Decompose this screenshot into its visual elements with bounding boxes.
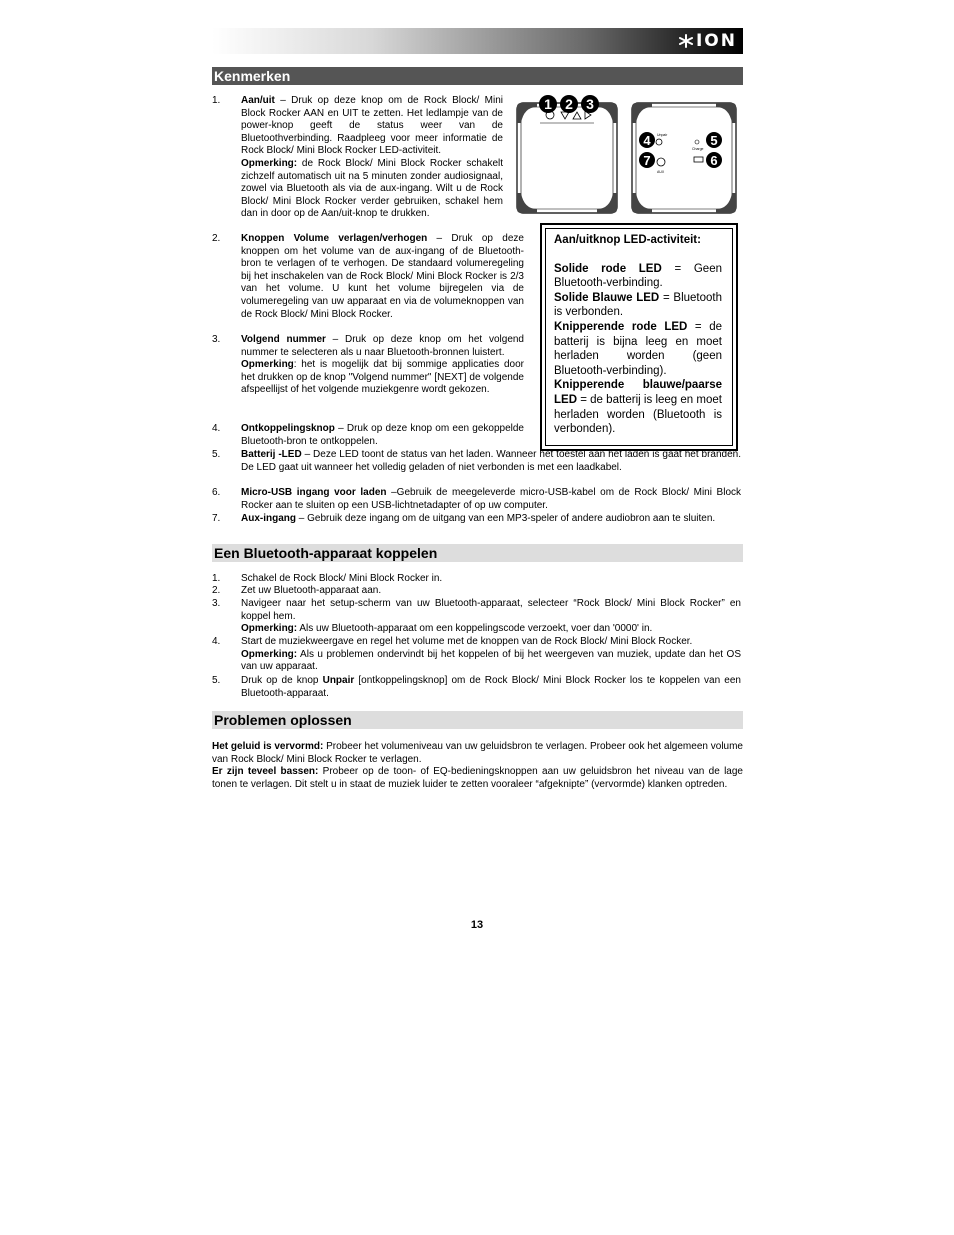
svg-text:6: 6 [710, 153, 718, 168]
svg-text:7: 7 [643, 153, 651, 168]
section-title: Een Bluetooth-apparaat koppelen [214, 545, 438, 561]
note-label: Opmerking: [241, 623, 298, 635]
note-label: Opmerking: [241, 648, 298, 660]
svg-text:Charge: Charge [692, 147, 704, 151]
svg-text:5: 5 [710, 133, 718, 148]
troubleshoot-bass: Er zijn teveel bassen: Probeer op de toon- of EQ-bedieningsknoppen aan uw geluidsbron het niveau van de lage tonen te verlagen. Dit stelt u in staat de muziek luider te zetten vooraleer “afgeknipte” (vervormde) klanken optreden. [212, 766, 743, 790]
troubleshoot-text [212, 741, 743, 791]
callout-2 [560, 95, 578, 113]
led-activity-box [540, 223, 738, 451]
svg-text:AUX: AUX [657, 170, 665, 174]
svg-text:1: 1 [544, 96, 552, 112]
svg-text:4: 4 [643, 133, 651, 148]
callout-1 [539, 95, 557, 113]
page-number: 13 [470, 919, 484, 931]
led-box-title: Aan/uitknop LED-activiteit: [554, 234, 701, 246]
callout-4 [639, 132, 655, 148]
callout-3 [581, 95, 599, 113]
led-solid-blue: Solide Blauwe LED = Bluetooth is verbonden. [554, 291, 722, 319]
section-title: Kenmerken [214, 68, 291, 84]
svg-text:Unpair: Unpair [657, 133, 668, 137]
ion-logo [679, 31, 737, 51]
section-header-pairing [212, 544, 743, 562]
header-bar [212, 28, 743, 54]
led-solid-red: Solide rode LED = Geen Bluetooth-verbinding. [554, 262, 722, 290]
feature-title: Batterij -LED [241, 449, 302, 460]
section-header-features [212, 67, 743, 85]
ion-star-icon [679, 34, 693, 48]
feature-title: Micro-USB ingang voor laden [241, 487, 387, 498]
feature-title: Ontkoppelingsknop [241, 423, 335, 434]
feature-title: Aux-ingang [241, 513, 296, 524]
section-title: Problemen oplossen [214, 712, 352, 728]
section-header-troubleshoot [212, 711, 743, 729]
svg-text:3: 3 [586, 96, 594, 112]
troubleshoot-distortion: Het geluid is vervormd: Probeer het volumeniveau van uw geluidsbron te verlagen. Probeer ook het algemeen volume van Rock Block/ Mini Block Rocker te verlagen. [212, 741, 743, 765]
feature-title: Knoppen Volume verlagen/verhogen [241, 233, 428, 244]
note-label: Opmerking: [241, 157, 298, 169]
callout-5 [706, 132, 722, 148]
feature-title: Aan/uit [241, 95, 275, 106]
led-blinking-red: Knipperende rode LED = de batterij is bijna leeg en moet herladen worden (geen Bluetooth-verbinding). [554, 320, 722, 377]
logo-text: ION [695, 31, 737, 51]
svg-text:2: 2 [565, 96, 573, 112]
front-view [517, 103, 617, 213]
callout-6 [706, 152, 722, 168]
callout-7 [639, 152, 655, 168]
feature-title: Volgend nummer [241, 334, 326, 345]
note-label: Opmerking [241, 359, 294, 371]
led-blinking-blue: Knipperende blauwe/paarse LED = de batterij is leeg en moet herladen worden (Bluetooth is verbonden). [554, 379, 722, 436]
speaker-illustration [512, 93, 742, 218]
